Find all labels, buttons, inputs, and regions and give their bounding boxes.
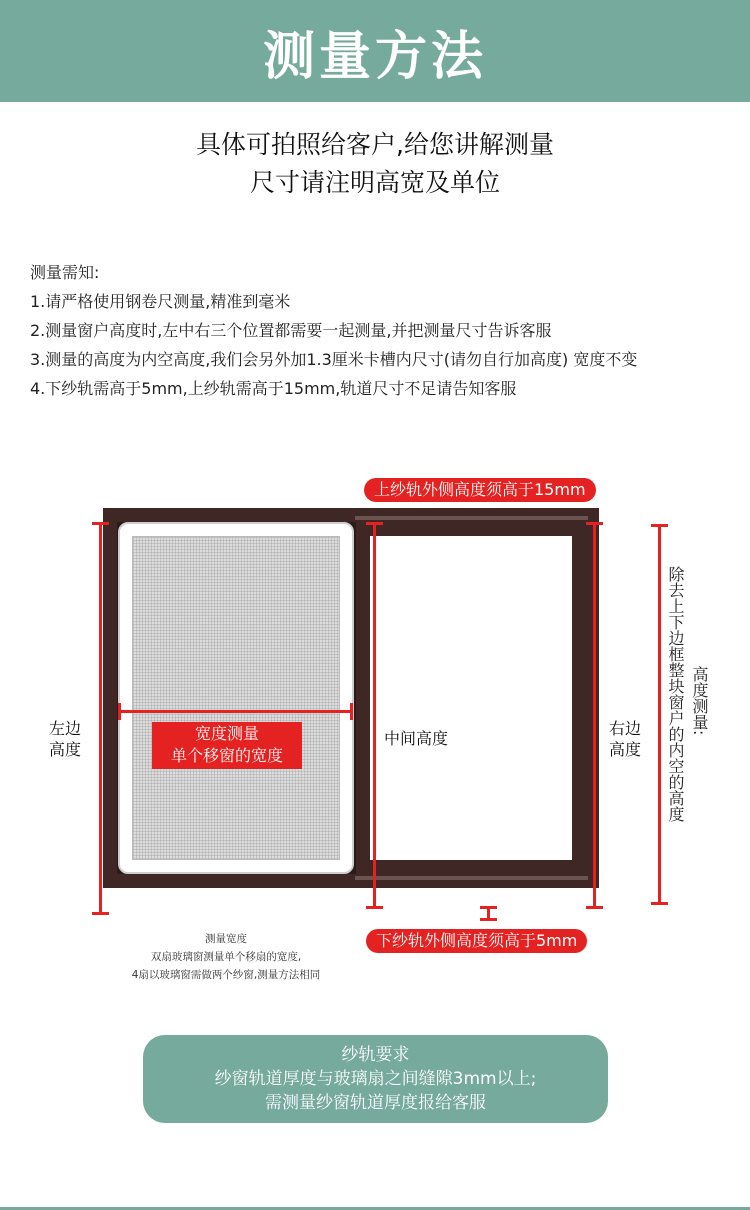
left-height-label-line: 左边 [48, 719, 81, 738]
width-caption [100, 930, 352, 984]
bottom-rail-marker-cap [480, 906, 497, 909]
middle-height-label: 中间高度 [384, 729, 449, 748]
width-cap [118, 703, 121, 720]
requirement-line-2: 需测量纱窗轨道厚度报给客服 [265, 1093, 486, 1113]
height-note-vertical: 除去上下边框整块窗户的内空的高度 [666, 566, 685, 822]
requirement-title: 纱轨要求 [341, 1045, 410, 1065]
left-height-cap [92, 912, 109, 915]
width-label-line: 宽度测量 [194, 724, 259, 743]
right-height-label-line: 右边 [608, 719, 641, 738]
left-height-line [99, 522, 102, 914]
right-height-label-line: 高度 [608, 740, 641, 759]
window-diagram [0, 470, 750, 990]
rail-requirement-box [143, 1035, 608, 1123]
requirement-line-1: 纱窗轨道厚度与玻璃扇之间缝隙3mm以上; [214, 1069, 537, 1089]
intro-text [0, 126, 750, 202]
note-item: 4.下纱轨需高于5mm,上纱轨需高于15mm,轨道尺寸不足请告知客服 [30, 379, 517, 398]
width-label-line: 单个移窗的宽度 [170, 746, 283, 765]
left-height-label [40, 718, 90, 760]
measurement-notes [30, 258, 730, 403]
screen-mesh [132, 536, 340, 860]
middle-height-cap [366, 906, 383, 909]
intro-line-1: 具体可拍照给客户,给您讲解测量 [196, 130, 554, 159]
caption-line: 双扇玻璃窗测量单个移扇的宽度, [150, 951, 302, 963]
bottom-track [355, 876, 588, 880]
width-label [152, 722, 302, 769]
full-height-line [658, 524, 661, 904]
caption-line: 4扇以玻璃窗需做两个纱窗,测量方法相同 [131, 969, 321, 981]
caption-line: 测量宽度 [205, 933, 247, 945]
glass-sash [356, 522, 586, 874]
notes-heading: 测量需知: [30, 263, 100, 282]
page-header [0, 0, 750, 102]
bottom-rail-label: 下纱轨外侧高度须高于5mm [366, 929, 587, 953]
width-cap [350, 703, 353, 720]
width-line [118, 710, 352, 713]
right-height-cap [586, 906, 603, 909]
left-height-label-line: 高度 [48, 740, 81, 759]
glass-pane [370, 536, 572, 860]
page-title: 测量方法 [262, 26, 487, 87]
note-item: 1.请严格使用钢卷尺测量,精准到毫米 [30, 292, 291, 311]
left-height-cap [92, 522, 109, 525]
height-note-title-vertical: 高度测量: [690, 666, 709, 736]
right-height-cap [586, 522, 603, 525]
full-height-cap [651, 902, 668, 905]
right-height-line [593, 522, 596, 908]
full-height-cap [651, 524, 668, 527]
note-item: 3.测量的高度为内空高度,我们会另外加1.3厘米卡槽内尺寸(请勿自行加高度) 宽度不变 [30, 350, 638, 369]
bottom-rail-marker-cap [480, 918, 497, 921]
middle-height-cap [366, 522, 383, 525]
right-height-label [604, 718, 646, 760]
note-item: 2.测量窗户高度时,左中右三个位置都需要一起测量,并把测量尺寸告诉客服 [30, 321, 552, 340]
top-rail-label: 上纱轨外侧高度须高于15mm [364, 478, 596, 502]
screen-sash [118, 522, 354, 874]
intro-line-2: 尺寸请注明高宽及单位 [249, 168, 500, 197]
top-track [355, 516, 588, 520]
middle-height-line [373, 522, 376, 908]
